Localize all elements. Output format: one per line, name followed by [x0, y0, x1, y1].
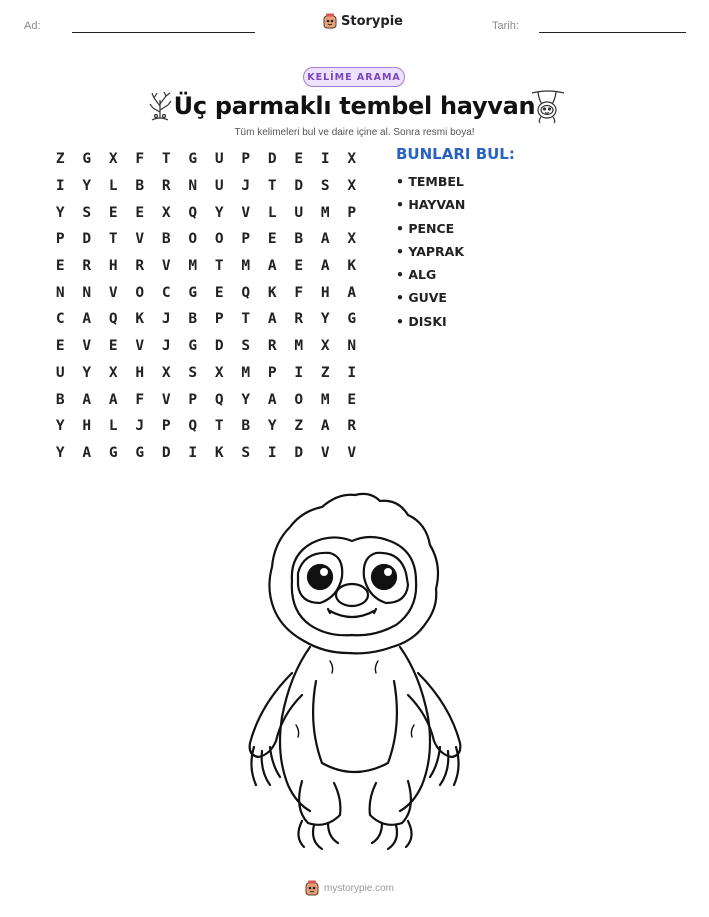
grid-letter[interactable]: P	[241, 231, 251, 248]
grid-letter[interactable]: T	[214, 418, 224, 435]
grid-letter[interactable]: A	[320, 258, 330, 275]
grid-row	[47, 253, 365, 280]
grid-letter[interactable]: G	[108, 444, 118, 461]
name-label: Ad:	[24, 20, 41, 32]
sloth-coloring-illustration	[230, 485, 480, 855]
grid-letter[interactable]: N	[347, 338, 357, 355]
grid-letter[interactable]: D	[161, 444, 171, 461]
grid-letter[interactable]: M	[320, 391, 330, 408]
grid-letter[interactable]: X	[161, 204, 171, 221]
grid-row	[47, 199, 365, 226]
grid-letter[interactable]: K	[135, 311, 145, 328]
grid-letter[interactable]: Q	[241, 284, 251, 301]
grid-letter[interactable]: D	[267, 151, 277, 168]
grid-letter[interactable]: I	[267, 444, 277, 461]
grid-letter[interactable]: H	[320, 284, 330, 301]
grid-letter[interactable]: U	[214, 178, 224, 195]
word-list	[396, 170, 465, 333]
grid-letter[interactable]: A	[267, 391, 277, 408]
grid-letter[interactable]: A	[82, 444, 92, 461]
page-title: Üç parmaklı tembel hayvan	[173, 92, 536, 120]
grid-letter[interactable]: E	[294, 258, 304, 275]
grid-letter[interactable]: E	[108, 338, 118, 355]
storypie-mascot-icon	[305, 880, 319, 896]
grid-letter[interactable]: R	[267, 338, 277, 355]
grid-letter[interactable]: K	[214, 444, 224, 461]
grid-letter[interactable]: D	[214, 338, 224, 355]
grid-letter[interactable]: Q	[188, 204, 198, 221]
grid-letter[interactable]: H	[82, 418, 92, 435]
grid-letter[interactable]: Z	[320, 364, 330, 381]
grid-letter[interactable]: Y	[55, 204, 65, 221]
grid-letter[interactable]: L	[108, 418, 118, 435]
name-line	[72, 32, 255, 33]
grid-letter[interactable]: K	[347, 258, 357, 275]
word-list-item: • ALG	[396, 267, 437, 283]
grid-letter[interactable]: R	[82, 258, 92, 275]
grid-letter[interactable]: C	[161, 284, 171, 301]
grid-letter[interactable]: V	[108, 284, 118, 301]
grid-letter[interactable]: H	[135, 364, 145, 381]
grid-letter[interactable]: X	[108, 364, 118, 381]
brand-logo	[323, 13, 403, 29]
grid-letter[interactable]: V	[161, 258, 171, 275]
grid-letter[interactable]: A	[267, 258, 277, 275]
grid-letter[interactable]: N	[188, 178, 198, 195]
grid-letter[interactable]: X	[161, 364, 171, 381]
grid-letter[interactable]: D	[294, 444, 304, 461]
grid-letter[interactable]: A	[267, 311, 277, 328]
grid-letter[interactable]: B	[135, 178, 145, 195]
grid-letter[interactable]: M	[320, 204, 330, 221]
grid-letter[interactable]: H	[108, 258, 118, 275]
grid-letter[interactable]: N	[55, 284, 65, 301]
grid-letter[interactable]: B	[241, 418, 251, 435]
grid-letter[interactable]: V	[347, 444, 357, 461]
grid-letter[interactable]: Q	[108, 311, 118, 328]
grid-letter[interactable]: Y	[267, 418, 277, 435]
grid-letter[interactable]: J	[161, 311, 171, 328]
grid-letter[interactable]: O	[135, 284, 145, 301]
grid-letter[interactable]: A	[108, 391, 118, 408]
grid-letter[interactable]: E	[135, 204, 145, 221]
grid-letter[interactable]: Y	[241, 391, 251, 408]
grid-letter[interactable]: C	[55, 311, 65, 328]
grid-letter[interactable]: A	[320, 418, 330, 435]
grid-letter[interactable]: D	[294, 178, 304, 195]
footer-brand	[305, 880, 394, 896]
grid-letter[interactable]: J	[241, 178, 251, 195]
grid-letter[interactable]: Y	[55, 444, 65, 461]
grid-letter[interactable]: A	[347, 284, 357, 301]
grid-letter[interactable]: V	[320, 444, 330, 461]
grid-letter[interactable]: T	[161, 151, 171, 168]
grid-letter[interactable]: V	[135, 231, 145, 248]
grid-letter[interactable]: E	[294, 151, 304, 168]
grid-letter[interactable]: P	[241, 151, 251, 168]
word-list-item: • YAPRAK	[396, 243, 465, 259]
grid-row	[47, 413, 365, 440]
word-list-item: • GUVE	[396, 290, 447, 306]
grid-letter[interactable]: Y	[214, 204, 224, 221]
grid-letter[interactable]: M	[241, 258, 251, 275]
grid-letter[interactable]: V	[241, 204, 251, 221]
grid-letter[interactable]: Y	[320, 311, 330, 328]
grid-letter[interactable]: Q	[188, 418, 198, 435]
grid-letter[interactable]: S	[241, 444, 251, 461]
grid-row	[47, 306, 365, 333]
grid-letter[interactable]: P	[347, 204, 357, 221]
grid-letter[interactable]: S	[188, 364, 198, 381]
grid-letter[interactable]: R	[161, 178, 171, 195]
grid-letter[interactable]: R	[294, 311, 304, 328]
grid-letter[interactable]: I	[347, 364, 357, 381]
grid-letter[interactable]: P	[161, 418, 171, 435]
grid-row	[47, 440, 365, 467]
grid-letter[interactable]: B	[294, 231, 304, 248]
grid-letter[interactable]: E	[214, 284, 224, 301]
grid-letter[interactable]: P	[55, 231, 65, 248]
brand-name: Storypie	[341, 13, 403, 29]
grid-letter[interactable]: S	[241, 338, 251, 355]
grid-letter[interactable]: P	[267, 364, 277, 381]
grid-letter[interactable]: I	[294, 364, 304, 381]
grid-letter[interactable]: E	[55, 338, 65, 355]
grid-letter[interactable]: Z	[294, 418, 304, 435]
grid-letter[interactable]: U	[55, 364, 65, 381]
grid-row	[47, 173, 365, 200]
grid-letter[interactable]: I	[55, 178, 65, 195]
grid-letter[interactable]: U	[214, 151, 224, 168]
grid-letter[interactable]: G	[82, 151, 92, 168]
grid-letter[interactable]: X	[108, 151, 118, 168]
grid-letter[interactable]: O	[214, 231, 224, 248]
grid-letter[interactable]: L	[267, 204, 277, 221]
word-list-item: • TEMBEL	[396, 174, 464, 189]
grid-letter[interactable]: S	[82, 204, 92, 221]
category-badge: KELİME ARAMA	[303, 67, 405, 87]
grid-letter[interactable]: F	[135, 391, 145, 408]
grid-letter[interactable]: X	[347, 178, 357, 195]
grid-letter[interactable]: G	[188, 284, 198, 301]
grid-row	[47, 386, 365, 413]
storypie-mascot-icon	[323, 13, 337, 29]
grid-letter[interactable]: D	[82, 231, 92, 248]
grid-letter[interactable]: X	[320, 338, 330, 355]
grid-letter[interactable]: Y	[82, 364, 92, 381]
grid-letter[interactable]: F	[135, 151, 145, 168]
grid-letter[interactable]: E	[267, 231, 277, 248]
grid-letter[interactable]: B	[161, 231, 171, 248]
word-list-item: • PENCE	[396, 220, 455, 236]
grid-letter[interactable]: E	[55, 258, 65, 275]
grid-letter[interactable]: P	[214, 311, 224, 328]
grid-letter[interactable]: M	[188, 258, 198, 275]
grid-letter[interactable]: G	[188, 338, 198, 355]
grid-letter[interactable]: A	[82, 391, 92, 408]
grid-row	[47, 146, 365, 173]
footer-url: mystorypie.com	[324, 882, 395, 894]
grid-letter[interactable]: G	[135, 444, 145, 461]
grid-letter[interactable]: N	[82, 284, 92, 301]
grid-letter[interactable]: R	[347, 418, 357, 435]
grid-letter[interactable]: J	[135, 418, 145, 435]
instructions: Tüm kelimeleri bul ve daire içine al. Sonra resmi boya!	[234, 127, 475, 138]
grid-letter[interactable]: G	[188, 151, 198, 168]
grid-letter[interactable]: E	[108, 204, 118, 221]
grid-letter[interactable]: A	[82, 311, 92, 328]
grid-letter[interactable]: I	[320, 151, 330, 168]
grid-letter[interactable]: B	[188, 311, 198, 328]
grid-letter[interactable]: O	[188, 231, 198, 248]
grid-row	[47, 360, 365, 387]
grid-letter[interactable]: E	[347, 391, 357, 408]
word-list-item: • HAYVAN	[396, 197, 466, 213]
grid-letter[interactable]: V	[135, 338, 145, 355]
grid-letter[interactable]: M	[294, 338, 304, 355]
grid-letter[interactable]: K	[267, 284, 277, 301]
word-list-item: • DISKI	[396, 313, 447, 329]
grid-letter[interactable]: T	[241, 311, 251, 328]
date-line	[539, 32, 686, 33]
grid-letter[interactable]: R	[135, 258, 145, 275]
date-label: Tarih:	[492, 20, 519, 32]
word-search-grid	[47, 146, 365, 466]
grid-letter[interactable]: P	[188, 391, 198, 408]
grid-letter[interactable]: Q	[214, 391, 224, 408]
grid-letter[interactable]: Y	[82, 178, 92, 195]
grid-letter[interactable]: V	[82, 338, 92, 355]
grid-letter[interactable]: I	[188, 444, 198, 461]
grid-letter[interactable]: S	[320, 178, 330, 195]
grid-row	[47, 333, 365, 360]
grid-letter[interactable]: Y	[55, 418, 65, 435]
grid-letter[interactable]: B	[55, 391, 65, 408]
grid-letter[interactable]: T	[267, 178, 277, 195]
grid-letter[interactable]: F	[294, 284, 304, 301]
grid-letter[interactable]: J	[161, 338, 171, 355]
grid-letter[interactable]: L	[108, 178, 118, 195]
grid-letter[interactable]: V	[161, 391, 171, 408]
grid-letter[interactable]: X	[347, 151, 357, 168]
grid-letter[interactable]: O	[294, 391, 304, 408]
grid-letter[interactable]: M	[241, 364, 251, 381]
grid-letter[interactable]: T	[214, 258, 224, 275]
grid-row	[47, 279, 365, 306]
grid-row	[47, 226, 365, 253]
grid-letter[interactable]: G	[347, 311, 357, 328]
hanging-sloth-icon	[530, 88, 566, 124]
grid-letter[interactable]: A	[320, 231, 330, 248]
grid-letter[interactable]: X	[347, 231, 357, 248]
grid-letter[interactable]: U	[294, 204, 304, 221]
grid-letter[interactable]: T	[108, 231, 118, 248]
word-list-title: BUNLARI BUL:	[396, 145, 515, 163]
grid-letter[interactable]: X	[214, 364, 224, 381]
grid-letter[interactable]: Z	[55, 151, 65, 168]
